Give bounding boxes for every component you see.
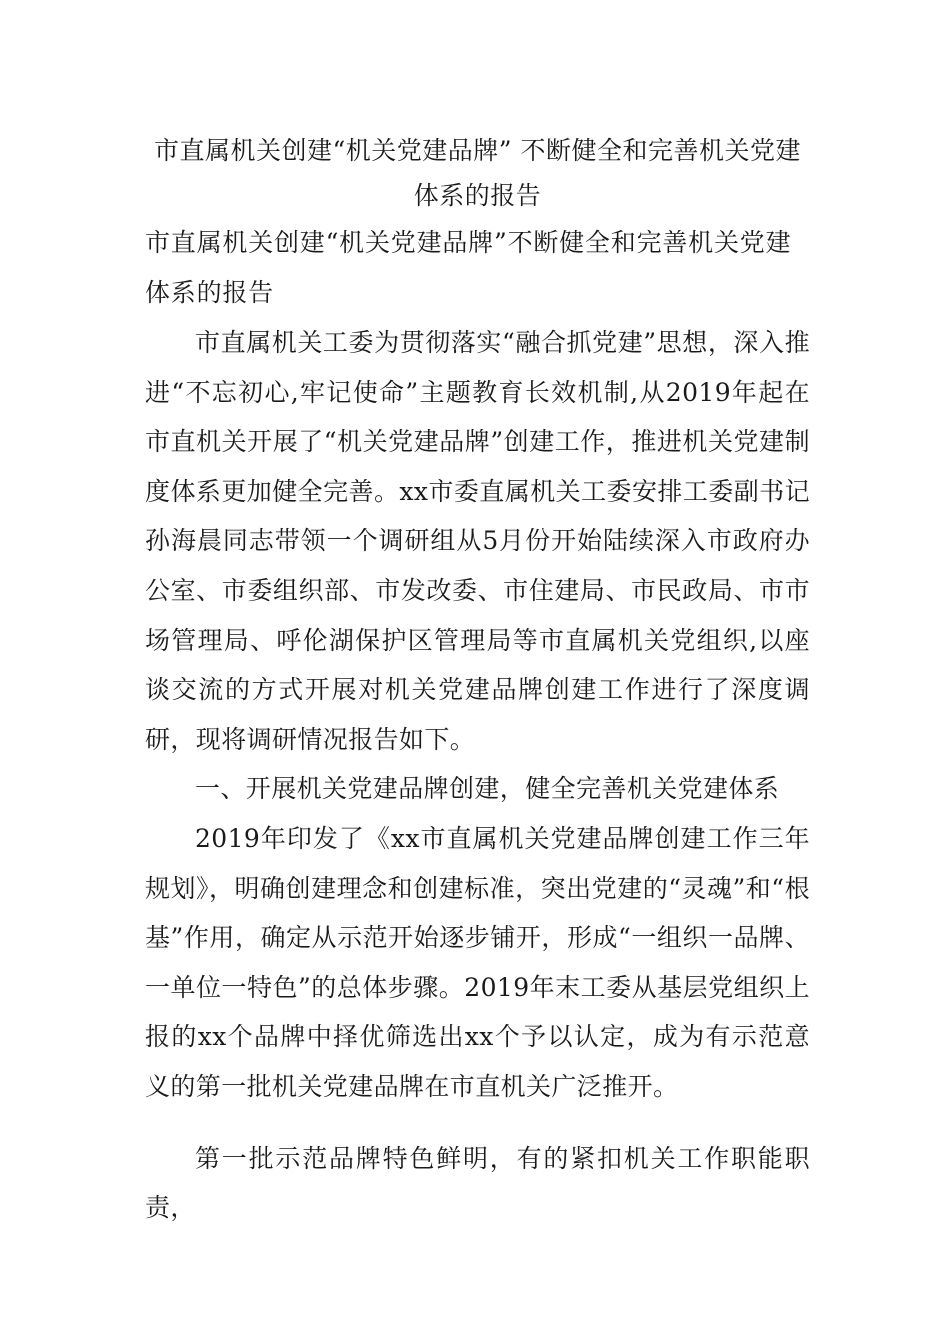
section-heading-1: 一、开展机关党建品牌创建，健全完善机关党建体系: [195, 774, 780, 804]
document-title: 市直属机关创建“机关党建品牌” 不断健全和完善机关党建体系的报告: [153, 136, 801, 210]
document-page: [145, 128, 810, 1233]
body-paragraph-plan: 2019年印发了《xx市直属机关党建品牌创建工作三年规划》，明确创建理念和创建标准，突出党建的“灵魂”和“根基”作用，确定从示范开始逐步铺开，形成“一组织一品牌、一单位一特色”的总体步骤。2019年末工委从基层党组织上报的xx个品牌中择优筛选出xx个予以认定，成为有示范意义的第一批机关党建品牌在市直机关广泛推开。: [145, 823, 810, 1101]
document-subtitle: 市直属机关创建“机关党建品牌”不断健全和完善机关党建体系的报告: [145, 228, 792, 307]
body-paragraph-brands: 第一批示范品牌特色鲜明，有的紧扣机关工作职能职责，: [145, 1143, 810, 1223]
body-paragraph-intro: 市直属机关工委为贯彻落实“融合抓党建”思想，深入推进“不忘初心,牢记使命”主题教育长效机制,从2019年起在市直机关开展了“机关党建品牌”创建工作，推进机关党建制度体系更加健全完善。xx市委直属机关工委安排工委副书记孙海晨同志带领一个调研组从5月份开始陆续深入市政府办公室、市委组织部、市发改委、市住建局、市民政局、市市场管理局、呼伦湖保护区管理局等市直属机关党组织,以座谈交流的方式开展对机关党建品牌创建工作进行了深度调研，现将调研情况报告如下。: [145, 328, 810, 754]
